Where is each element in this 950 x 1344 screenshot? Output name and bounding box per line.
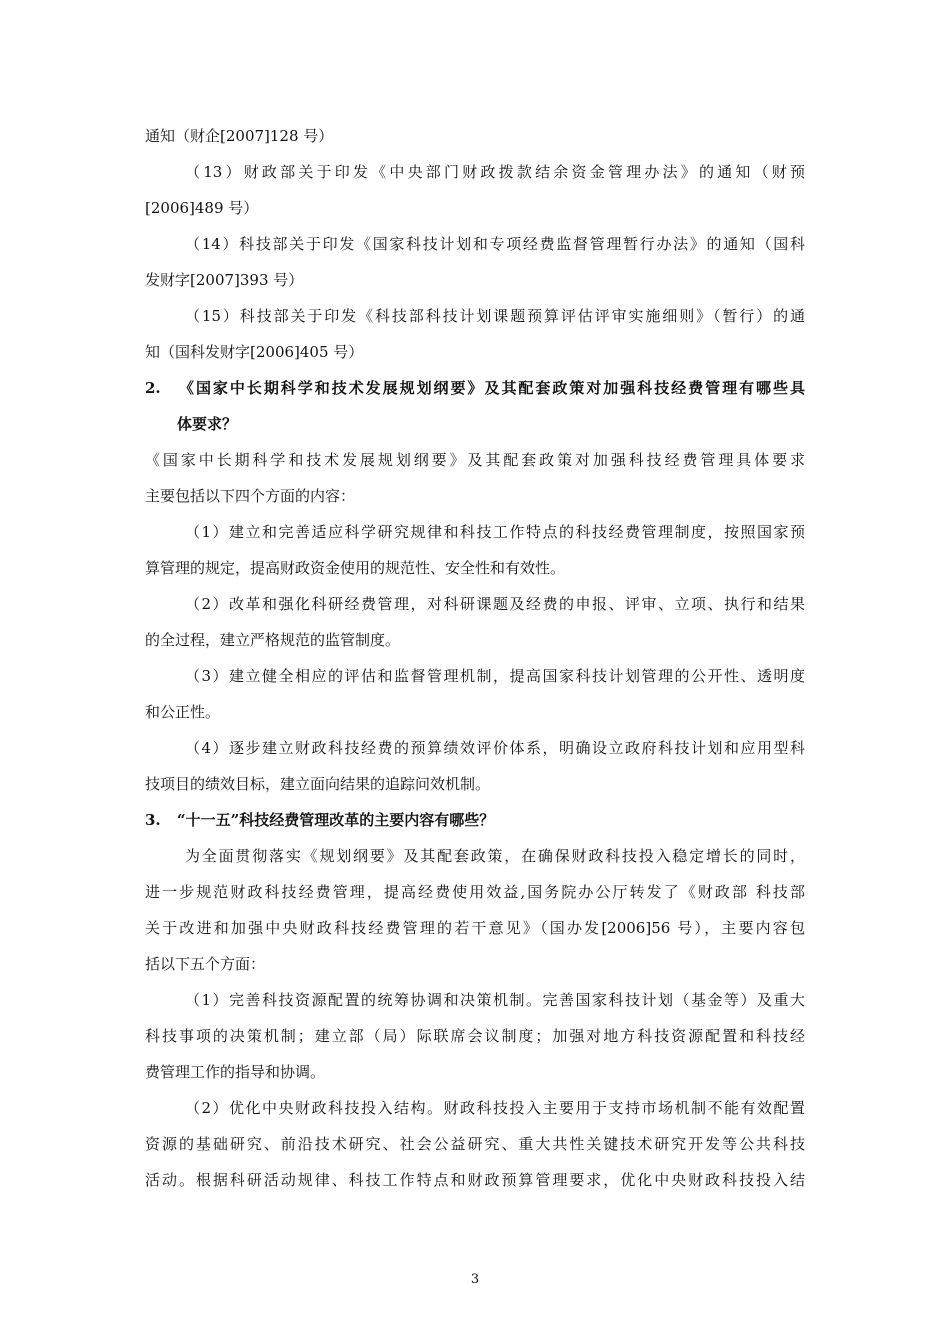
section-number: 2.: [145, 379, 161, 397]
paragraph-line: （2）优化中央财政科技投入结构。财政科技投入主要用于支持市场机制不能有效配置: [185, 1099, 805, 1117]
section-2-heading: [145, 370, 805, 442]
section-2-point-4: [145, 730, 805, 802]
section-3-heading: [145, 802, 805, 838]
paragraph-line: 的全过程，建立严格规范的监管制度。: [145, 631, 401, 649]
paragraph-line: 资源的基础研究、前沿技术研究、社会公益研究、重大共性关键技术研究开发等公共科技: [145, 1135, 805, 1153]
paragraph-line: 费管理工作的指导和协调。: [145, 1063, 326, 1081]
document-body: [145, 118, 805, 1198]
paragraph-line: 技项目的绩效目标，建立面向结果的追踪问效机制。: [145, 775, 491, 793]
section-3-intro: [145, 838, 805, 982]
section-2-point-1: [145, 514, 805, 586]
section-number: 3.: [145, 811, 161, 829]
paragraph-line: （1）建立和完善适应科学研究规律和科技工作特点的科技经费管理制度，按照国家预: [185, 523, 805, 541]
heading-text: 《国家中长期科学和技术发展规划纲要》及其配套政策对加强科技经费管理有哪些具: [177, 379, 805, 397]
list-item-12-end: 通知（财企[2007]128 号）: [145, 127, 334, 145]
paragraph-line: 括以下五个方面：: [145, 955, 266, 973]
heading-text: “十一五”科技经费管理改革的主要内容有哪些？: [177, 811, 495, 829]
paragraph-line: 发财字[2007]393 号）: [145, 271, 304, 289]
section-2-intro: [145, 442, 805, 514]
section-3-point-1: [145, 982, 805, 1090]
list-item-13: [145, 154, 805, 226]
list-item-14: [145, 226, 805, 298]
paragraph-line: （1）完善科技资源配置的统筹协调和决策机制。完善国家科技计划（基金等）及重大: [185, 991, 805, 1009]
page-number: 3: [470, 1272, 480, 1287]
paragraph-line: （4）逐步建立财政科技经费的预算绩效评价体系，明确设立政府科技计划和应用型科: [185, 739, 805, 757]
paragraph-line: 和公正性。: [145, 703, 221, 721]
heading-line: [145, 802, 805, 838]
paragraph-line: 算管理的规定，提高财政资金使用的规范性、安全性和有效性。: [145, 559, 566, 577]
section-2-point-2: [145, 586, 805, 658]
section-3-point-2: [145, 1090, 805, 1198]
heading-line: [145, 370, 805, 406]
paragraph-line: （13）财政部关于印发《中央部门财政拨款结余资金管理办法》的通知（财预: [185, 163, 805, 181]
paragraph-line: （2）改革和强化科研经费管理，对科研课题及经费的申报、评审、立项、执行和结果: [185, 595, 805, 613]
list-item-15: [145, 298, 805, 370]
paragraph-line: 《国家中长期科学和技术发展规划纲要》及其配套政策对加强科技经费管理具体要求: [145, 451, 805, 469]
paragraph-line: [2006]489 号）: [145, 199, 259, 217]
paragraph-line: （14）科技部关于印发《国家科技计划和专项经费监督管理暂行办法》的通知（国科: [185, 235, 805, 253]
paragraph-line: 关于改进和加强中央财政科技经费管理的若干意见》（国办发[2006]56 号），主要内容包: [145, 919, 805, 937]
heading-line: 体要求？: [177, 415, 238, 433]
paragraph-line: 科技事项的决策机制；建立部（局）际联席会议制度；加强对地方科技资源配置和科技经: [145, 1027, 805, 1045]
paragraph-line: （3）建立健全相应的评估和监督管理机制，提高国家科技计划管理的公开性、透明度: [185, 667, 805, 685]
paragraph-line: 为全面贯彻落实《规划纲要》及其配套政策，在确保财政科技投入稳定增长的同时，: [185, 847, 805, 865]
paragraph-line: 进一步规范财政科技经费管理，提高经费使用效益,国务院办公厅转发了《财政部 科技部: [145, 883, 805, 901]
paragraph-line: 活动。根据科研活动规律、科技工作特点和财政预算管理要求，优化中央财政科技投入结: [145, 1171, 805, 1189]
paragraph-line: （15）科技部关于印发《科技部科技计划课题预算评估评审实施细则》（暂行）的通: [185, 307, 805, 325]
paragraph-line: 知（国科发财字[2006]405 号）: [145, 343, 364, 361]
section-2-point-3: [145, 658, 805, 730]
paragraph-line: 主要包括以下四个方面的内容：: [145, 487, 356, 505]
